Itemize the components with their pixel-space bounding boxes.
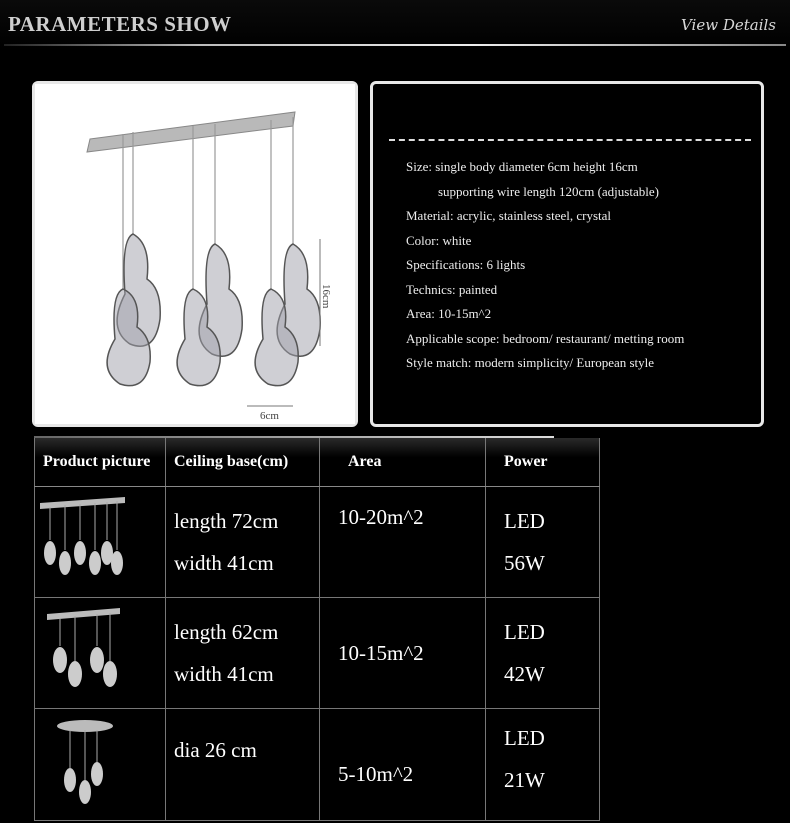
power-watts: 21W: [504, 768, 545, 792]
ceiling-base-cell: [166, 709, 320, 821]
pendant-lamp-image: [35, 84, 355, 424]
power-type: LED: [504, 726, 545, 750]
spec-style: Style match: modern simplicity/ European style: [406, 355, 655, 370]
view-details-link[interactable]: View Details: [680, 16, 776, 34]
product-image-panel: [32, 81, 358, 427]
area-value: 10-15m^2: [338, 640, 424, 665]
base-length: length 72cm: [174, 509, 279, 533]
power-watts: 42W: [504, 662, 545, 686]
base-diameter: dia 26 cm: [174, 738, 257, 762]
product-thumbnail-cell: [35, 709, 166, 821]
table-header-row: [35, 438, 600, 487]
header-ceiling-base: Ceiling base(cm): [166, 438, 320, 487]
header-divider: [4, 44, 786, 46]
ceiling-base-cell: [166, 487, 320, 598]
header-power: Power: [486, 438, 600, 487]
spec-material: Material: acrylic, stainless steel, crystal: [406, 208, 612, 223]
table-row: [35, 598, 600, 709]
spec-technics: Technics: painted: [406, 281, 498, 297]
spec-color: Color: white: [406, 232, 472, 248]
area-cell: [320, 487, 486, 598]
product-table: [34, 438, 600, 821]
area-value: 10-20m^2: [338, 505, 424, 529]
base-length: length 62cm: [174, 620, 279, 644]
table-row: [35, 709, 600, 821]
spec-list: [406, 155, 684, 376]
power-cell: [486, 487, 600, 598]
area-cell: [320, 598, 486, 709]
height-dimension-label: 16cm: [320, 284, 332, 309]
section-header: [0, 0, 790, 50]
spec-area: Area: 10-15m^2: [406, 306, 492, 321]
power-watts: 56W: [504, 551, 545, 575]
three-light-round-thumb: [35, 718, 135, 806]
area-value: 5-10m^2: [338, 762, 414, 786]
spec-scope: Applicable scope: bedroom/ restaurant/ metting room: [406, 330, 685, 346]
base-width: width 41cm: [174, 551, 274, 575]
area-cell: [320, 709, 486, 821]
power-type: LED: [504, 509, 545, 533]
six-light-rect-thumb: [35, 495, 135, 583]
power-cell: [486, 598, 600, 709]
section-title: PARAMETERS SHOW: [8, 12, 232, 36]
base-width: width 41cm: [174, 662, 274, 686]
power-type: LED: [504, 620, 545, 644]
width-dimension-label: 6cm: [260, 410, 279, 422]
table-row: [35, 487, 600, 598]
product-thumbnail-cell: [35, 487, 166, 598]
specifications-panel: [370, 81, 764, 427]
product-thumbnail-cell: [35, 598, 166, 709]
header-area: Area: [320, 438, 486, 487]
spec-size: Size: single body diameter 6cm height 16cm: [406, 159, 638, 174]
ceiling-base-cell: [166, 598, 320, 709]
spec-specifications: Specifications: 6 lights: [406, 257, 526, 272]
power-cell: [486, 709, 600, 821]
header-product-picture: Product picture: [35, 438, 166, 487]
spec-wire-length: supporting wire length 120cm (adjustable): [438, 183, 659, 199]
dashed-divider: [389, 139, 751, 141]
four-light-rect-thumb: [35, 606, 135, 694]
